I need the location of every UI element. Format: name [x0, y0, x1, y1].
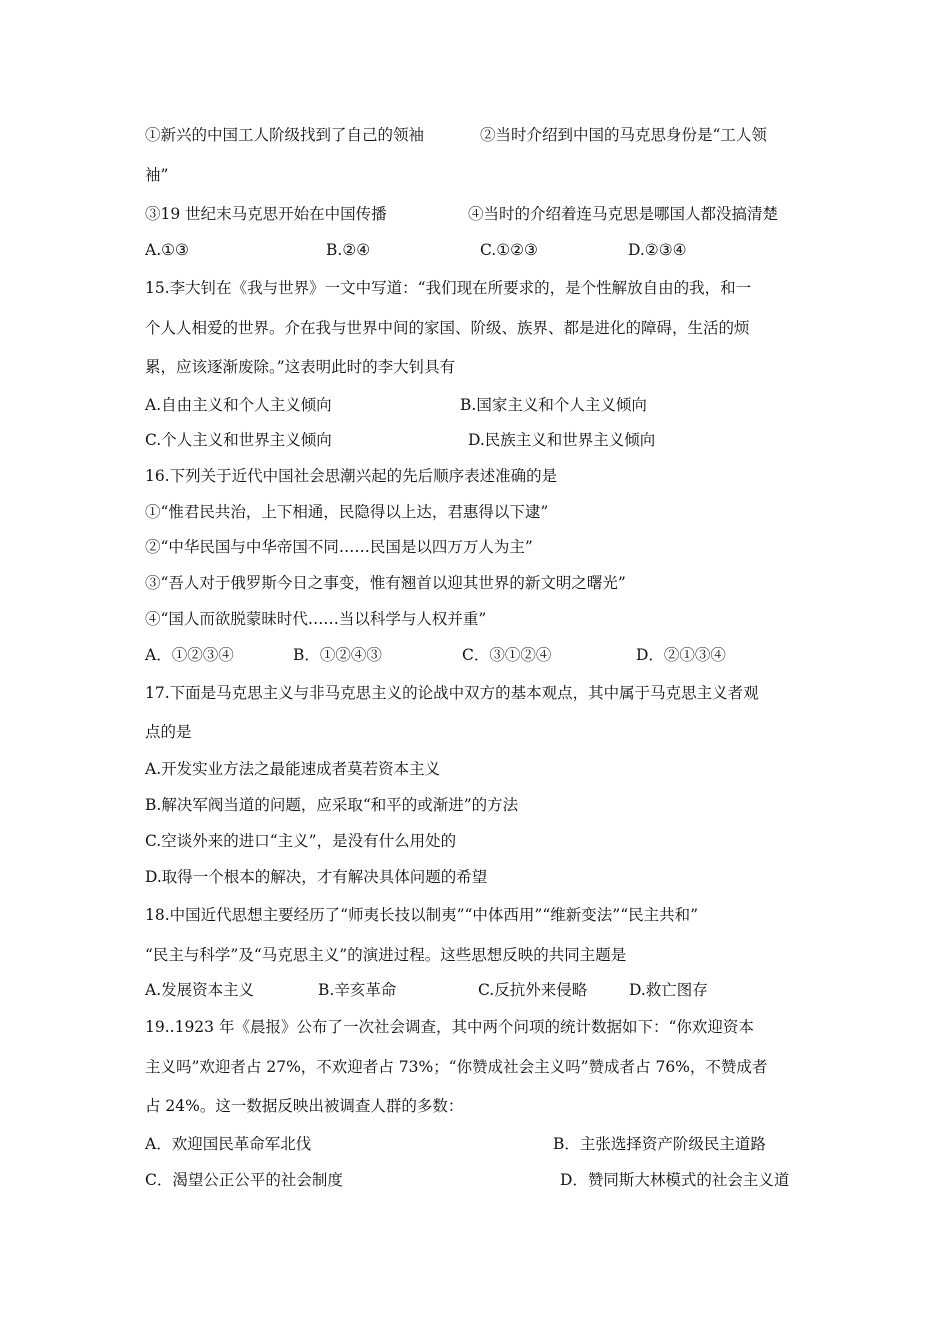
q14-statement-2: ②当时介绍到中国的马克思身份是“工人领 — [480, 126, 767, 144]
q15-option-a: A.自由主义和个人主义倾向 — [145, 396, 332, 414]
q16-statement-1: ①“惟君民共治，上下相通，民隐得以上达，君惠得以下逮” — [145, 503, 549, 521]
q15-option-b: B.国家主义和个人主义倾向 — [460, 396, 647, 414]
q18-option-d: D.救亡图存 — [629, 981, 708, 999]
q18-option-a: A.发展资本主义 — [145, 981, 255, 999]
q17-option-b: B.解决军阀当道的问题，应采取“和平的或渐进”的方法 — [145, 796, 519, 814]
q19-stem-line-2: 主义吗”欢迎者占 27%，不欢迎者占 73%；“你赞成社会主义吗”赞成者占 76%，不赞成者 — [145, 1058, 768, 1076]
q16-option-b: B．①②④③ — [293, 646, 382, 664]
q19-option-c: C．渴望公正公平的社会制度 — [145, 1171, 343, 1189]
q19-option-d: D．赞同斯大林模式的社会主义道 — [560, 1171, 790, 1189]
q17-stem-line-1: 17.下面是马克思主义与非马克思主义的论战中双方的基本观点，其中属于马克思主义者观 — [145, 684, 759, 702]
q18-option-b: B.辛亥革命 — [318, 981, 397, 999]
q16-statement-3: ③“吾人对于俄罗斯今日之事变，惟有翘首以迎其世界的新文明之曙光” — [145, 574, 626, 592]
q15-stem-line-3: 累，应该逐渐废除。”这表明此时的李大钊具有 — [145, 358, 456, 376]
q17-option-d: D.取得一个根本的解决，才有解决具体问题的希望 — [145, 868, 488, 886]
q19-stem-line-3: 占 24%。这一数据反映出被调查人群的多数： — [145, 1097, 464, 1115]
q14-statement-4: ④当时的介绍着连马克思是哪国人都没搞清楚 — [468, 205, 779, 223]
q17-option-a: A.开发实业方法之最能速成者莫若资本主义 — [145, 760, 441, 778]
q14-option-a: A.①③ — [145, 241, 189, 259]
q16-statement-4: ④“国人而欲脱蒙昧时代……当以科学与人权并重” — [145, 610, 487, 628]
q16-option-a: A．①②③④ — [145, 646, 234, 664]
q19-stem-line-1: 19..1923 年《晨报》公布了一次社会调查，其中两个问项的统计数据如下：“你欢迎资本 — [145, 1018, 754, 1036]
q19-option-a: A．欢迎国民革命军北伐 — [145, 1135, 312, 1153]
q16-option-c: C．③①②④ — [462, 646, 552, 664]
q16-statement-2: ②“中华民国与中华帝国不同……民国是以四万万人为主” — [145, 538, 533, 556]
q14-option-c: C.①②③ — [480, 241, 538, 259]
q14-statement-1: ①新兴的中国工人阶级找到了自己的领袖 — [145, 126, 425, 144]
q14-option-b: B.②④ — [326, 241, 371, 259]
q14-statement-3: ③19 世纪末马克思开始在中国传播 — [145, 205, 387, 223]
q19-option-b: B．主张选择资产阶级民主道路 — [553, 1135, 766, 1153]
q15-stem-line-2: 个人人相爱的世界。介在我与世界中间的家国、阶级、族界、都是进化的障碍，生活的烦 — [145, 319, 750, 337]
q15-stem-line-1: 15.李大钊在《我与世界》一文中写道：“我们现在所要求的，是个性解放自由的我，和一 — [145, 279, 752, 297]
q18-option-c: C.反抗外来侵略 — [478, 981, 588, 999]
q15-option-d: D.民族主义和世界主义倾向 — [468, 431, 656, 449]
q14-statement-2-continued: 袖” — [145, 166, 169, 184]
q17-stem-line-2: 点的是 — [145, 723, 192, 741]
q17-option-c: C.空谈外来的进口“主义”，是没有什么用处的 — [145, 832, 457, 850]
q18-stem-line-1: 18.中国近代思想主要经历了“师夷长技以制夷”“中体西用”“维新变法”“民主共和” — [145, 906, 699, 924]
q16-option-d: D．②①③④ — [636, 646, 726, 664]
q18-stem-line-2: “民主与科学”及“马克思主义”的演进过程。这些思想反映的共同主题是 — [145, 946, 627, 964]
q15-option-c: C.个人主义和世界主义倾向 — [145, 431, 332, 449]
q14-option-d: D.②③④ — [628, 241, 687, 259]
q16-stem: 16.下列关于近代中国社会思潮兴起的先后顺序表述准确的是 — [145, 467, 558, 485]
